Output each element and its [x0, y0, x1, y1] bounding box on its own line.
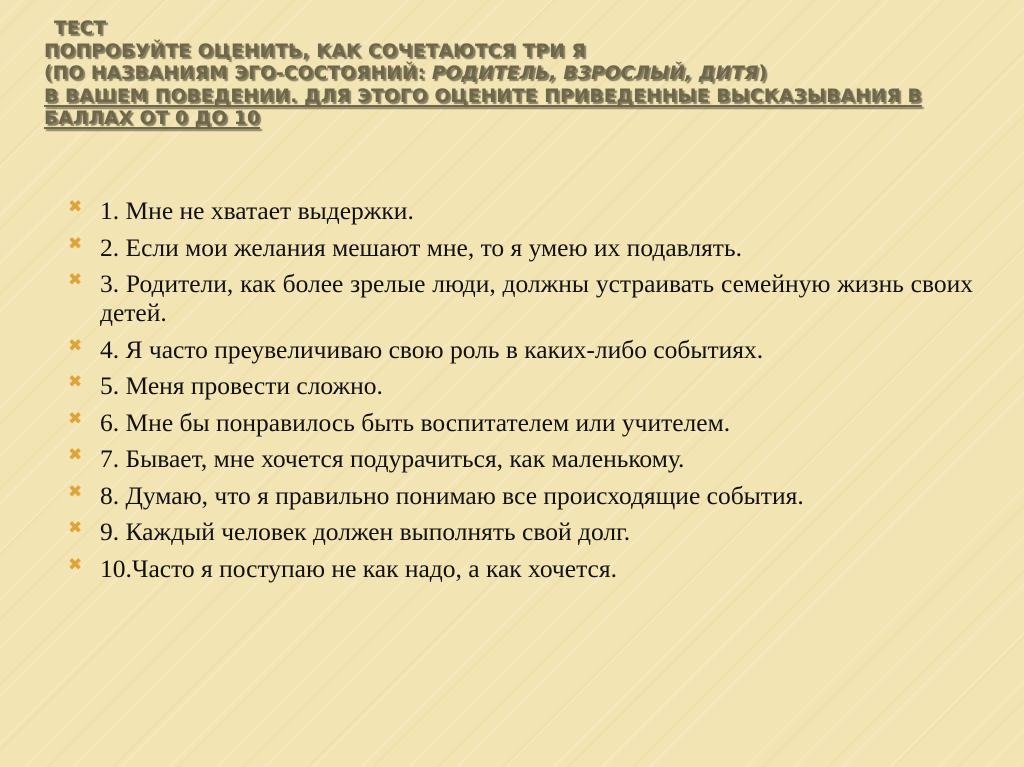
list-item-text: 5. Меня провести сложно.	[100, 371, 383, 400]
x-mark-bullet-icon: ✖	[68, 518, 83, 538]
list-item	[68, 196, 973, 225]
list-item-text: 6. Мне бы понравилось быть воспитателем или учителем.	[100, 407, 731, 437]
title-line-3-suffix: )	[758, 63, 768, 84]
list-item	[68, 233, 973, 262]
title-line-3-italic: РОДИТЕЛЬ, ВЗРОСЛЫЙ, ДИТЯ	[431, 63, 759, 84]
x-mark-bullet-icon: ✖	[68, 335, 83, 356]
title-line-1: ТЕСТ	[54, 18, 107, 39]
x-mark-bullet-icon: ✖	[68, 554, 83, 575]
list-item-text: 2. Если мои желания мешают мне, то я умею их подавлять.	[100, 232, 742, 262]
x-mark-bullet-icon: ✖	[68, 233, 83, 254]
list-item	[68, 269, 973, 327]
list-item	[68, 335, 973, 364]
x-mark-bullet-icon: ✖	[68, 408, 83, 429]
title-line-3	[44, 63, 994, 86]
list-item-text: 9. Каждый человек должен выполнять свой долг.	[100, 517, 631, 546]
title-line-4: В ВАШЕМ ПОВЕДЕНИИ. ДЛЯ ЭТОГО ОЦЕНИТЕ ПРИВЕДЕННЫЕ ВЫСКАЗЫВАНИЯ В БАЛЛАХ ОТ 0 ДО 10	[44, 85, 922, 129]
list-item	[68, 517, 973, 546]
x-mark-bullet-icon: ✖	[68, 481, 83, 502]
slide-title	[44, 18, 994, 131]
x-mark-bullet-icon: ✖	[68, 372, 83, 392]
list-item	[68, 444, 973, 473]
list-item-text: 4. Я часто преувеличиваю свою роль в каких-либо событиях.	[100, 334, 764, 364]
list-item-text: 10.Часто я поступаю не как надо, а как хочется.	[100, 553, 617, 583]
list-item	[68, 408, 973, 437]
list-item-text: 7. Бывает, мне хочется подурачиться, как маленькому.	[100, 444, 685, 473]
x-mark-bullet-icon: ✖	[68, 197, 83, 217]
x-mark-bullet-icon: ✖	[68, 270, 83, 290]
list-item-text: 8. Думаю, что я правильно понимаю все происходящие события.	[100, 480, 804, 510]
title-line-2: ПОПРОБУЙТЕ ОЦЕНИТЬ, КАК СОЧЕТАЮТСЯ ТРИ Я	[44, 40, 586, 62]
x-mark-bullet-icon: ✖	[68, 445, 83, 465]
list-item	[68, 554, 973, 583]
list-item-text: 3. Родители, как более зрелые люди, должны устраивать семейную жизнь своих детей.	[100, 269, 973, 327]
list-item-text: 1. Мне не хватает выдержки.	[100, 196, 414, 225]
statement-list	[68, 196, 973, 590]
title-line-3-prefix: (ПО НАЗВАНИЯМ ЭГО-СОСТОЯНИЙ:	[44, 63, 432, 84]
list-item	[68, 371, 973, 400]
list-item	[68, 481, 973, 510]
